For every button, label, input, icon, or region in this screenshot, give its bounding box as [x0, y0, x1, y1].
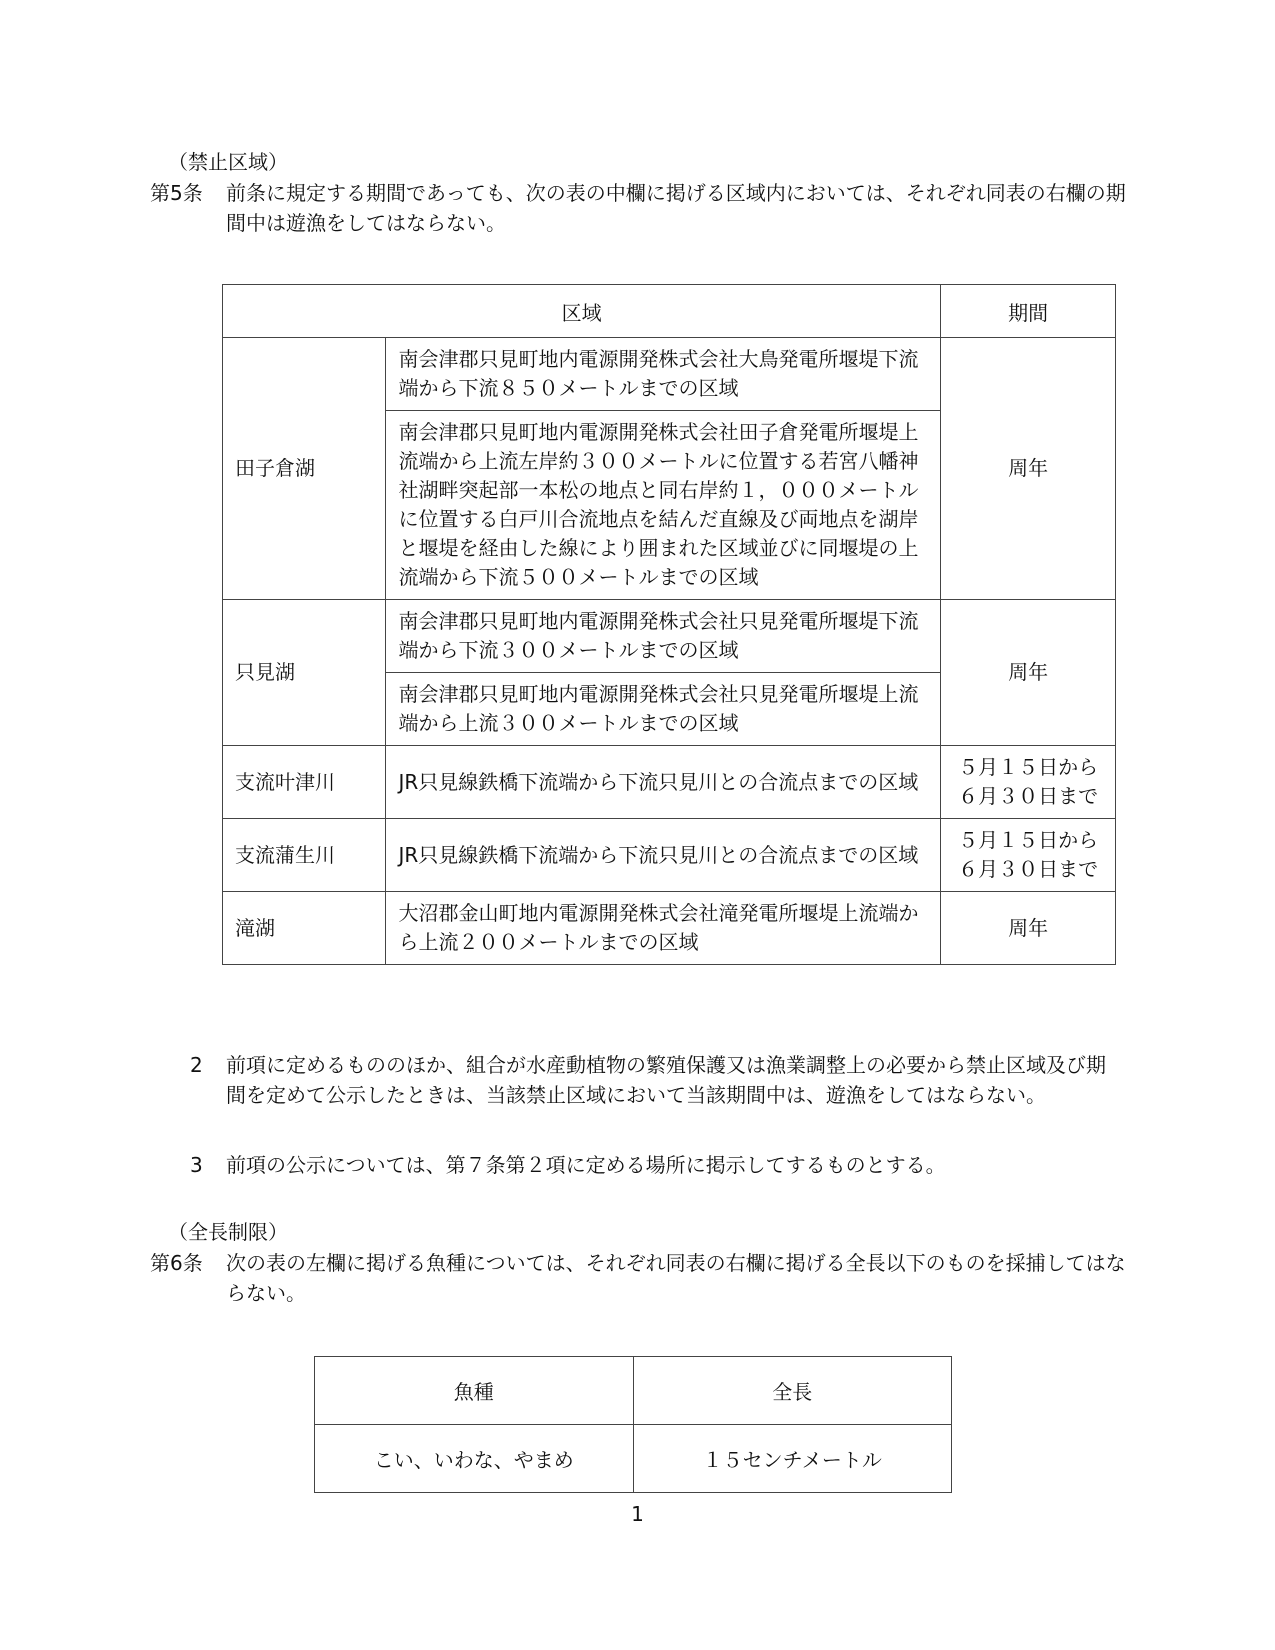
paragraph-text: 前項の公示については、第７条第２項に定める場所に掲示してするものとする。: [226, 1153, 946, 1177]
table-row: [223, 746, 1116, 819]
paragraph-number: 3: [190, 1153, 203, 1177]
lake-name: 田子倉湖: [223, 338, 386, 600]
period-value: [941, 819, 1116, 892]
paragraph-number: 2: [190, 1053, 203, 1077]
header-fish-species: 魚種: [315, 1357, 634, 1425]
article-6: [150, 1248, 1135, 1308]
lake-name: 支流蒲生川: [223, 819, 386, 892]
article-5-paragraph-3: [190, 1150, 1120, 1180]
article-5-text: 前条に規定する期間であっても、次の表の中欄に掲げる区域内においては、それぞれ同表の右欄の期間中は遊漁をしてはならない。: [226, 181, 1126, 235]
zone-description: 南会津郡只見町地内電源開発株式会社大鳥発電所堰堤下流端から下流８５０メートルまでの区域: [386, 338, 941, 411]
table-header-row: [315, 1357, 952, 1425]
table-row: [223, 819, 1116, 892]
lake-name: 滝湖: [223, 892, 386, 965]
zone-description: 大沼郡金山町地内電源開発株式会社滝発電所堰堤上流端から上流２００メートルまでの区域: [386, 892, 941, 965]
prohibited-zones-table: [222, 284, 1116, 965]
header-total-length: 全長: [633, 1357, 952, 1425]
length-limit-table: [314, 1356, 952, 1493]
table-row: [223, 892, 1116, 965]
table-header-row: [223, 285, 1116, 338]
table-row: [223, 338, 1116, 411]
zone-description: 南会津郡只見町地内電源開発株式会社只見発電所堰堤下流端から下流３００メートルまでの区域: [386, 600, 941, 673]
header-period: 期間: [941, 285, 1116, 338]
table-row: [315, 1425, 952, 1493]
paragraph-text: 前項に定めるもののほか、組合が水産動植物の繁殖保護又は漁業調整上の必要から禁止区域及び期間を定めて公示したときは、当該禁止区域において当該期間中は、遊漁をしてはならない。: [226, 1053, 1106, 1107]
period-value: 周年: [941, 600, 1116, 746]
period-line: ６月３０日まで: [958, 784, 1099, 808]
page-number: 1: [631, 1502, 644, 1526]
article-5: [150, 178, 1135, 238]
zone-description: 南会津郡只見町地内電源開発株式会社只見発電所堰堤上流端から上流３００メートルまでの区域: [386, 673, 941, 746]
period-line: ６月３０日まで: [958, 857, 1099, 881]
period-line: ５月１５日から: [958, 755, 1099, 779]
fish-species: こい、いわな、やまめ: [315, 1425, 634, 1493]
zone-description: JR只見線鉄橋下流端から下流只見川との合流点までの区域: [386, 819, 941, 892]
article-5-heading: （禁止区域）: [168, 150, 288, 174]
total-length: １５センチメートル: [633, 1425, 952, 1493]
period-value: 周年: [941, 892, 1116, 965]
table-row: [223, 600, 1116, 673]
period-value: [941, 746, 1116, 819]
article-6-text: 次の表の左欄に掲げる魚種については、それぞれ同表の右欄に掲げる全長以下のものを採捕してはならない。: [226, 1251, 1126, 1305]
period-value: 周年: [941, 338, 1116, 600]
article-5-number: 第5条: [150, 181, 203, 205]
zone-description: JR只見線鉄橋下流端から下流只見川との合流点までの区域: [386, 746, 941, 819]
zone-description: 南会津郡只見町地内電源開発株式会社田子倉発電所堰堤上流端から上流左岸約３００メートルに位置する若宮八幡神社湖畔突起部一本松の地点と同右岸約１，０００メートルに位置する白戸川合流地点を結んだ直線及び両地点を湖岸と堰堤を経由した線により囲まれた区域並びに同堰堤の上流端から下流５００メートルまでの区域: [386, 411, 941, 600]
header-zone: 区域: [223, 285, 941, 338]
article-6-number: 第6条: [150, 1251, 203, 1275]
article-5-paragraph-2: [190, 1050, 1120, 1110]
period-line: ５月１５日から: [958, 828, 1099, 852]
article-6-heading: （全長制限）: [168, 1220, 288, 1244]
lake-name: 只見湖: [223, 600, 386, 746]
lake-name: 支流叶津川: [223, 746, 386, 819]
